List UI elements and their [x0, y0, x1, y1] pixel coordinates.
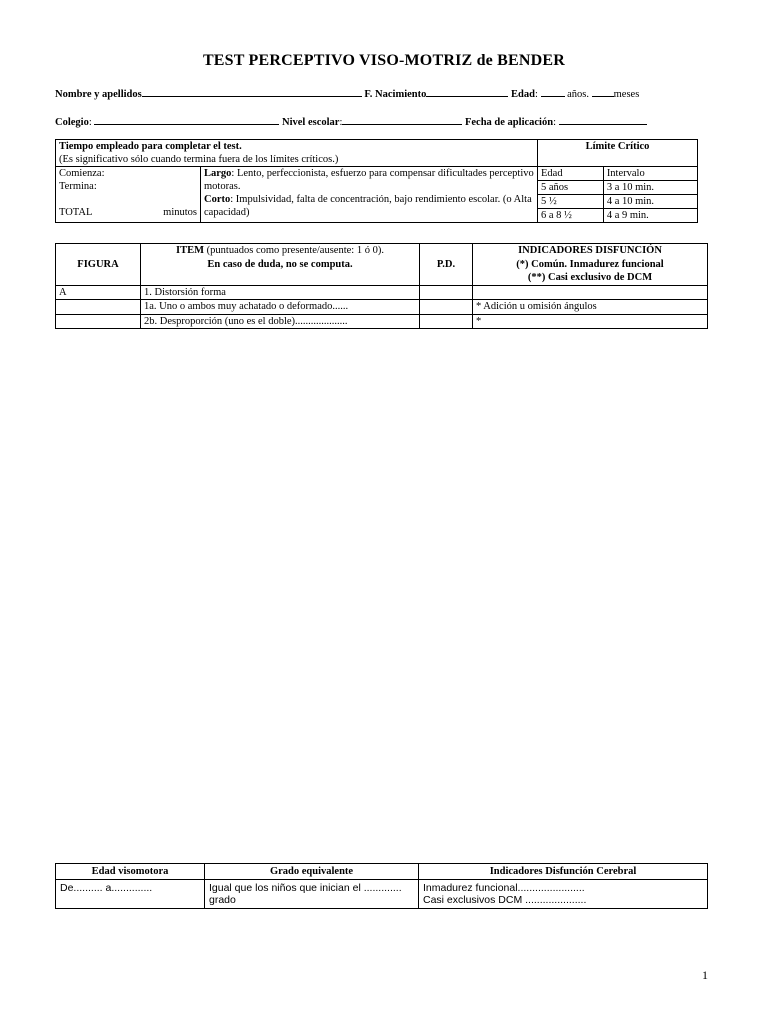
- grade-equivalent-value[interactable]: Igual que los niños que inician el ............. grado: [205, 880, 419, 909]
- page-number: 1: [702, 968, 708, 982]
- short-label: Corto: [204, 194, 231, 205]
- years-label: años.: [567, 89, 589, 100]
- table-row: [56, 285, 708, 300]
- pd-cell[interactable]: [420, 285, 473, 300]
- age-cell: 6 a 8 ½: [538, 209, 604, 223]
- long-text: : Lento, perfeccionista, esfuerzo para compensar dificultades perceptivo motoras.: [204, 168, 534, 192]
- table-row: [56, 300, 708, 315]
- indicator-cell: [473, 285, 708, 300]
- page-title: TEST PERCEPTIVO VISO-MOTRIZ de BENDER: [202, 52, 566, 69]
- figure-cell: A: [56, 285, 141, 300]
- critical-limit-header: Límite Crítico: [538, 140, 698, 167]
- name-field[interactable]: [142, 86, 362, 97]
- date-label: Fecha de aplicación: [464, 117, 554, 128]
- short-text: : Impulsividad, falta de concentración, bajo rendimiento escolar. (o Alta capacidad): [204, 194, 532, 218]
- time-title: Tiempo empleado para completar el test.: [59, 141, 242, 152]
- age-cell: 5 años: [538, 181, 604, 195]
- figure-cell: [56, 314, 141, 329]
- school-label: Colegio: [55, 117, 89, 128]
- pd-cell[interactable]: [420, 314, 473, 329]
- total-label: TOTAL: [59, 207, 93, 218]
- pd-cell[interactable]: [420, 300, 473, 315]
- birthdate-label: F. Nacimiento: [364, 89, 427, 100]
- months-label: meses: [613, 89, 640, 100]
- minutes-label: minutos: [163, 207, 197, 218]
- personal-data-line-1: Nombre y apellidos F. Nacimiento Edad: años. meses: [55, 86, 715, 100]
- name-label: Nombre y apellidos: [55, 89, 142, 100]
- indicators-header-3: (**) Casi exclusivo de DCM: [527, 272, 653, 283]
- interval-cell: 4 a 10 min.: [603, 195, 697, 209]
- visual-motor-age-header: Edad visomotora: [56, 864, 205, 880]
- figure-cell: [56, 300, 141, 315]
- item-header-note-2: En caso de duda, no se computa.: [207, 258, 353, 270]
- item-cell: 2b. Desproporción (uno es el doble)....................: [141, 314, 420, 329]
- dcm-exclusive-line[interactable]: Casi exclusivos DCM .....................: [423, 894, 587, 906]
- indicators-header-2: (*) Común. Inmadurez funcional: [516, 258, 664, 270]
- level-label: Nivel escolar: [282, 117, 340, 128]
- age-years-field[interactable]: [541, 86, 565, 97]
- interval-header: Intervalo: [603, 167, 697, 181]
- visual-motor-age-value[interactable]: De.......... a..............: [56, 880, 205, 909]
- age-label: Edad: [511, 89, 535, 100]
- end-label: Termina:: [59, 181, 97, 192]
- personal-data-line-2: Colegio: Nivel escolar: Fecha de aplicación:: [55, 114, 715, 128]
- time-note: (Es significativo sólo cuando termina fuera de los límites críticos.): [59, 154, 339, 165]
- pd-header: P.D.: [420, 244, 473, 286]
- long-label: Largo: [204, 168, 232, 179]
- interval-cell: 4 a 9 min.: [603, 209, 697, 223]
- level-field[interactable]: [342, 114, 462, 125]
- item-cell: 1. Distorsión forma: [141, 285, 420, 300]
- birthdate-field[interactable]: [426, 86, 508, 97]
- school-field[interactable]: [94, 114, 279, 125]
- summary-table: [55, 863, 708, 909]
- indicator-cell: *: [473, 314, 708, 329]
- age-months-field[interactable]: [592, 86, 614, 97]
- item-cell: 1a. Uno o ambos muy achatado o deformado......: [141, 300, 420, 315]
- items-table: [55, 243, 708, 329]
- figure-header: FIGURA: [56, 244, 141, 286]
- time-table: [55, 139, 698, 223]
- table-row: [56, 314, 708, 329]
- age-cell: 5 ½: [538, 195, 604, 209]
- cerebral-dysfunction-header: Indicadores Disfunción Cerebral: [419, 864, 708, 880]
- item-header-note: (puntuados como presente/ausente: 1 ó 0).: [206, 245, 384, 256]
- grade-equivalent-header: Grado equivalente: [205, 864, 419, 880]
- indicator-cell: * Adición u omisión ángulos: [473, 300, 708, 315]
- interval-cell: 3 a 10 min.: [603, 181, 697, 195]
- functional-immaturity-line[interactable]: Inmadurez funcional.......................: [423, 882, 585, 894]
- item-header: ITEM: [176, 245, 205, 256]
- date-field[interactable]: [559, 114, 647, 125]
- age-header: Edad: [538, 167, 604, 181]
- start-label: Comienza:: [59, 168, 105, 179]
- indicators-header: INDICADORES DISFUNCIÓN: [518, 245, 662, 256]
